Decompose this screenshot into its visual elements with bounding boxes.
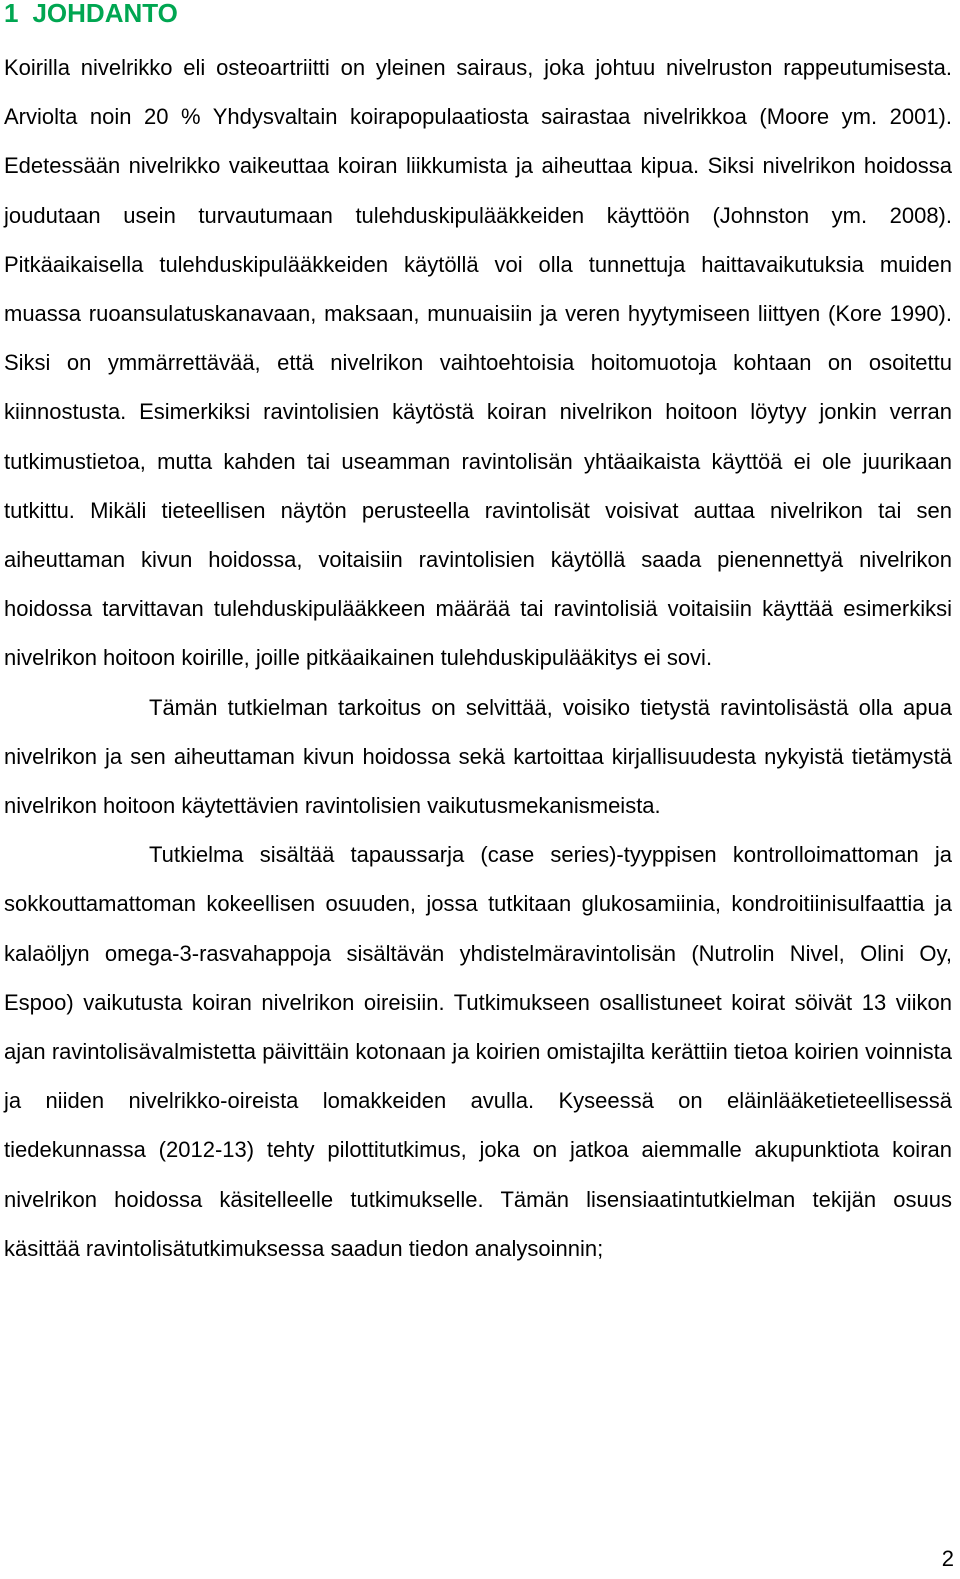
paragraph-purpose: Tämän tutkielman tarkoitus on selvittää, voisiko tietystä ravintolisästä olla apua nivelrikon ja sen aiheuttaman kivun hoidossa sekä kartoittaa kirjallisuudesta nykyistä tietämystä nivelrikon hoitoon käytettävien ravintolisien vaikutusmekanismeista. bbox=[4, 694, 952, 819]
page-number: 2 bbox=[941, 1546, 954, 1571]
section-title: JOHDANTO bbox=[32, 0, 178, 28]
paragraph-study: Tutkielma sisältää tapaussarja (case series)-tyyppisen kontrolloimattoman ja sokkouttamattoman kokeellisen osuuden, jossa tutkitaan glukosamiinia, kondroitiinisulfaattia ja kalaöljyn omega-3-rasvahappoja sisältävän yhdistelmäravintolisän (Nutrolin Nivel, Olini Oy, Espoo) vaikutusta koiran nivelrikon oireisiin. Tutkimukseen osallistuneet koirat söivät 13 viikon ajan ravintolisävalmistetta päivittäin kotonaan ja koirien omistajilta kerättiin tietoa koirien voinnista ja niiden nivelrikko-oireista lomakkeiden avulla. Kyseessä on eläinlääketieteellisessä tiedekunnassa (2012-13) tehty pilottitutkimus, joka on jatkoa aiemmalle akupunktiota koiran nivelrikon hoidossa käsitelleelle tutkimukselle. Tämän lisensiaatintutkielman tekijän osuus käsittää ravintolisätutkimuksessa saadun tiedon analysoinnin; bbox=[4, 842, 952, 1261]
section-heading bbox=[4, 0, 178, 30]
paragraph-intro: Koirilla nivelrikko eli osteoartriitti on yleinen sairaus, joka johtuu nivelruston rappeutumisesta. Arviolta noin 20 % Yhdysvaltain koirapopulaatiosta sairastaa nivelrikkoa (Moore ym. 2001). Edetessään nivelrikko vaikeuttaa koiran liikkumista ja aiheuttaa kipua. Siksi nivelrikon hoidossa joudutaan usein turvautumaan tulehduskipulääkkeiden käyttöön (Johnston ym. 2008). Pitkäaikaisella tulehduskipulääkkeiden käytöllä voi olla tunnettuja haittavaikutuksia muiden muassa ruoansulatuskanavaan, maksaan, munuaisiin ja veren hyytymiseen liittyen (Kore 1990). Siksi on ymmärrettävää, että nivelrikon vaihtoehtoisia hoitomuotoja kohtaan on osoitettu kiinnostusta. Esimerkiksi ravintolisien käytöstä koiran nivelrikon hoitoon löytyy jonkin verran tutkimustietoa, mutta kahden tai useamman ravintolisän yhtäaikaista käyttöä ei ole juurikaan tutkittu. Mikäli tieteellisen näytön perusteella ravintolisät voisivat auttaa nivelrikon tai sen aiheuttaman kivun hoidossa, voitaisiin ravintolisien käytöllä saada pienennettyä nivelrikon hoidossa tarvittavan tulehduskipulääkkeen määrää tai ravintolisiä voitaisiin käyttää esimerkiksi nivelrikon hoitoon koirille, joille pitkäaikainen tulehduskipulääkitys ei sovi. bbox=[4, 55, 952, 671]
section-number: 1 bbox=[4, 0, 19, 28]
body-text bbox=[4, 43, 952, 1273]
